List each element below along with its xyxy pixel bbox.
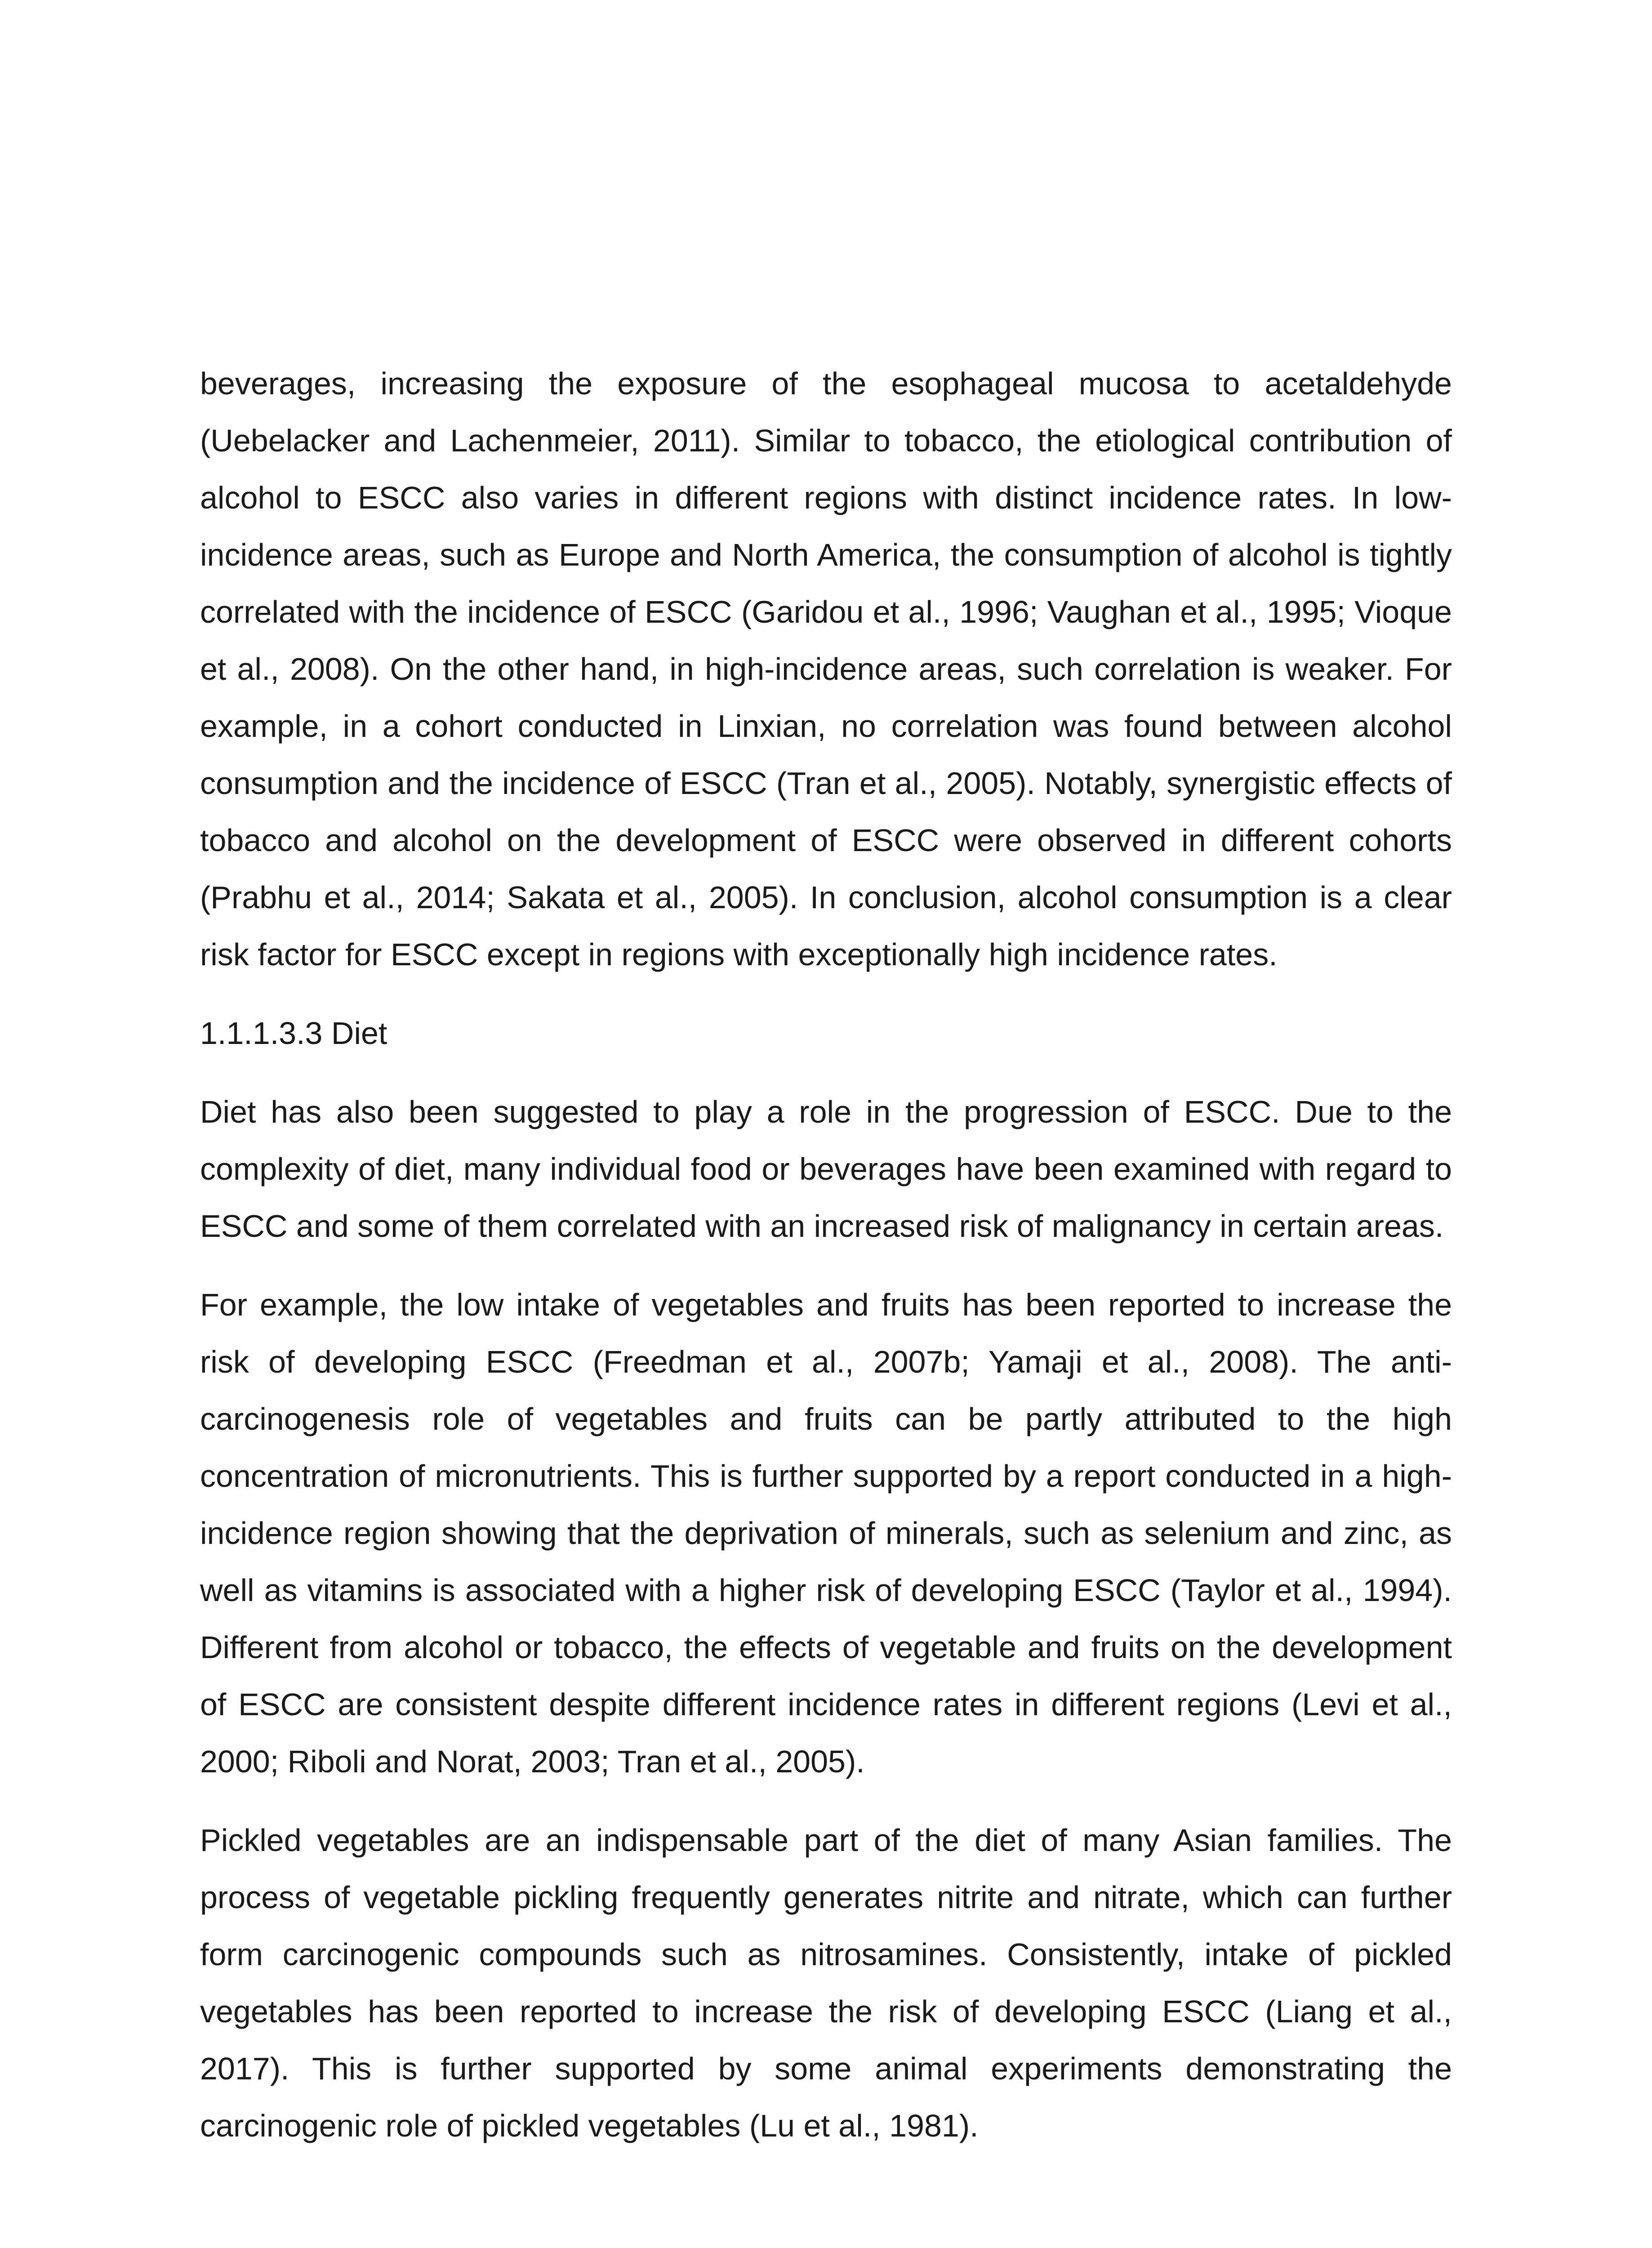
section-heading: 1.1.1.3.3 Diet	[200, 1016, 387, 1051]
paragraph-diet-intro: Diet has also been suggested to play a role in the progression of ESCC. Due to the complexity of diet, many individual food or beverages have been examined with regard to ESCC and some of them correlated with an increased risk of malignancy in certain areas.	[200, 1094, 1452, 1244]
body-text	[200, 355, 1452, 2154]
paragraph-vegetables-fruits: For example, the low intake of vegetables and fruits has been reported to increase the risk of developing ESCC (Freedman et al., 2007b; Yamaji et al., 2008). The anti-carcinogenesis role of vegetables and fruits can be partly attributed to the high concentration of micronutrients. This is further supported by a report conducted in a high-incidence region showing that the deprivation of minerals, such as selenium and zinc, as well as vitamins is associated with a higher risk of developing ESCC (Taylor et al., 1994). Different from alcohol or tobacco, the effects of vegetable and fruits on the development of ESCC are consistent despite different incidence rates in different regions (Levi et al., 2000; Riboli and Norat, 2003; Tran et al., 2005).	[200, 1287, 1452, 1779]
paragraph-pickled-vegetables: Pickled vegetables are an indispensable part of the diet of many Asian families. The process of vegetable pickling frequently generates nitrite and nitrate, which can further form carcinogenic compounds such as nitrosamines. Consistently, intake of pickled vegetables has been reported to increase the risk of developing ESCC (Liang et al., 2017). This is further supported by some animal experiments demonstrating the carcinogenic role of pickled vegetables (Lu et al., 1981).	[200, 1823, 1452, 2143]
paragraph-alcohol: beverages, increasing the exposure of the esophageal mucosa to acetaldehyde (Uebelacker and Lachenmeier, 2011). Similar to tobacco, the etiological contribution of alcohol to ESCC also varies in different regions with distinct incidence rates. In low-incidence areas, such as Europe and North America, the consumption of alcohol is tightly correlated with the incidence of ESCC (Garidou et al., 1996; Vaughan et al., 1995; Vioque et al., 2008). On the other hand, in high-incidence areas, such correlation is weaker. For example, in a cohort conducted in Linxian, no correlation was found between alcohol consumption and the incidence of ESCC (Tran et al., 2005). Notably, synergistic effects of tobacco and alcohol on the development of ESCC were observed in different cohorts (Prabhu et al., 2014; Sakata et al., 2005). In conclusion, alcohol consumption is a clear risk factor for ESCC except in regions with exceptionally high incidence rates.	[200, 366, 1452, 972]
